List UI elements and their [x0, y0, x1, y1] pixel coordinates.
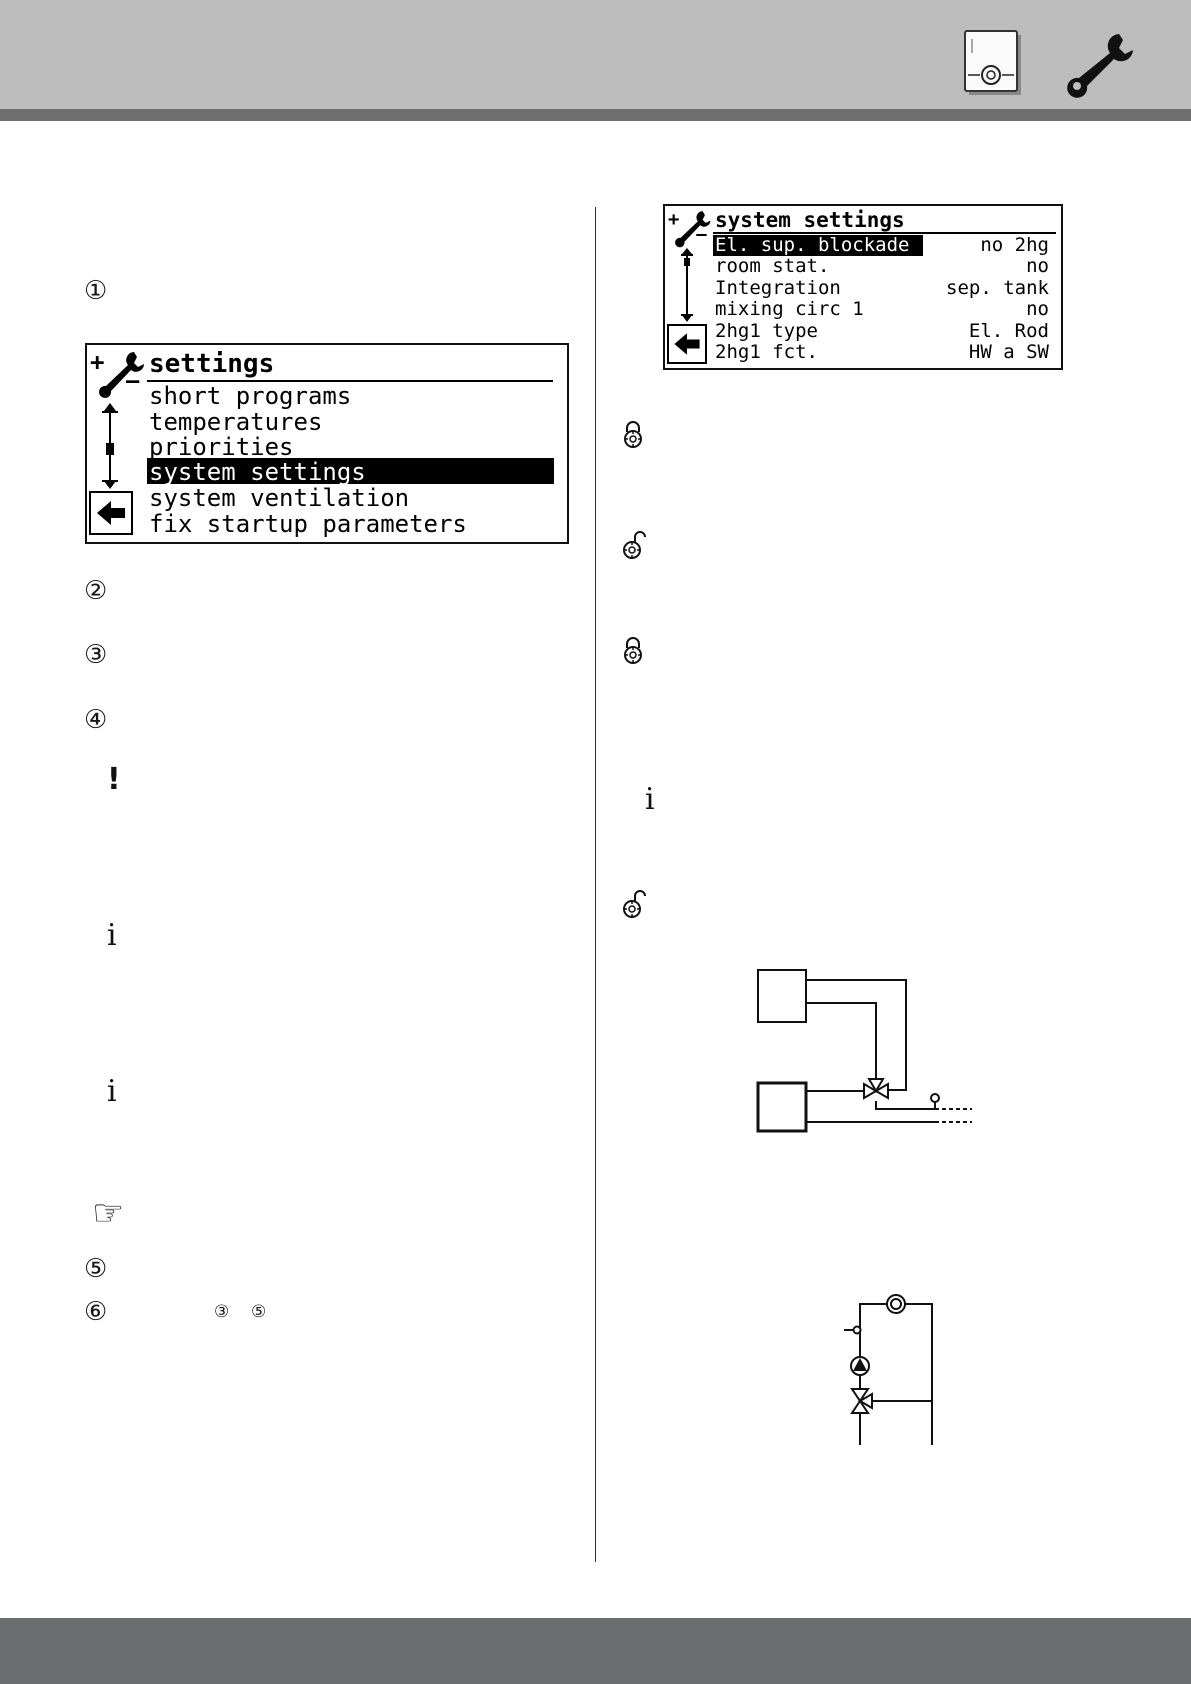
- setting-value: sep. tank: [946, 277, 1049, 299]
- step-ref-3: ③: [214, 1302, 230, 1322]
- back-button[interactable]: [89, 491, 133, 535]
- svg-text:–: –: [696, 224, 707, 245]
- screen-title: system settings: [715, 208, 905, 232]
- menu-item[interactable]: system ventilation: [149, 484, 410, 512]
- scroll-indicator: [100, 403, 120, 489]
- header-stripe: [0, 109, 1191, 121]
- menu-item[interactable]: priorities: [149, 433, 294, 461]
- system-settings-screen: [663, 204, 1063, 370]
- setting-label[interactable]: 2hg1 type: [715, 320, 818, 342]
- setting-value: no 2hg: [980, 234, 1049, 256]
- device-icon: [963, 29, 1023, 97]
- sensor-dot: [931, 1094, 939, 1102]
- menu-item[interactable]: fix startup parameters: [149, 510, 467, 538]
- heating-circuit-diagram: [838, 1290, 948, 1450]
- column-divider: [595, 207, 596, 1562]
- back-button[interactable]: [667, 324, 707, 364]
- menu-item[interactable]: temperatures: [149, 408, 323, 436]
- step-3-marker: ③: [84, 640, 108, 670]
- wrench-icon: [1059, 28, 1141, 100]
- settings-screen: [85, 343, 569, 544]
- menu-item-selected[interactable]: system settings: [149, 458, 366, 486]
- svg-text:–: –: [126, 369, 140, 394]
- wrench-plus-minus-icon: [90, 348, 146, 404]
- arrow-left-icon: [669, 326, 705, 362]
- step-ref-5: ⑤: [251, 1302, 267, 1322]
- lock-open-icon: [622, 531, 646, 559]
- page-footer: [0, 1618, 1191, 1684]
- step-4-marker: ④: [84, 705, 108, 735]
- lock-closed-icon: [622, 636, 644, 664]
- sensor-dot: [854, 1327, 861, 1334]
- step-1-marker: ①: [84, 276, 108, 306]
- warning-icon: !: [107, 762, 121, 797]
- setting-value: no: [1026, 255, 1049, 277]
- wrench-plus-minus-icon: [668, 208, 712, 252]
- tank-box: [758, 970, 806, 1022]
- setting-value: no: [1026, 298, 1049, 320]
- svg-text:+: +: [668, 209, 680, 231]
- setting-label-selected[interactable]: El. sup. blockade: [715, 234, 910, 256]
- radiator-circle: [887, 1295, 905, 1313]
- scroll-indicator: [679, 248, 695, 322]
- lock-open-icon: [622, 890, 646, 918]
- hand-pointer-icon: ☞: [92, 1193, 125, 1234]
- step-2-marker: ②: [84, 576, 108, 606]
- step-6-marker: ⑥: [84, 1297, 108, 1327]
- setting-label[interactable]: room stat.: [715, 255, 830, 277]
- setting-label[interactable]: mixing circ 1: [715, 298, 864, 320]
- menu-item[interactable]: short programs: [149, 382, 352, 410]
- separate-tank-diagram: [750, 965, 980, 1135]
- setting-value: El. Rod: [968, 320, 1049, 342]
- info-icon: i: [107, 918, 117, 953]
- setting-label[interactable]: 2hg1 fct.: [715, 341, 818, 363]
- setting-value: HW a SW: [968, 341, 1049, 363]
- arrow-left-icon: [91, 493, 131, 533]
- lock-closed-icon: [622, 420, 644, 448]
- info-icon: i: [107, 1074, 117, 1109]
- step-5-marker: ⑤: [84, 1254, 108, 1284]
- heat-pump-box: [758, 1083, 806, 1131]
- info-icon: i: [645, 782, 655, 817]
- svg-text:+: +: [90, 348, 105, 376]
- setting-label[interactable]: Integration: [715, 277, 841, 299]
- screen-title: settings: [149, 349, 275, 379]
